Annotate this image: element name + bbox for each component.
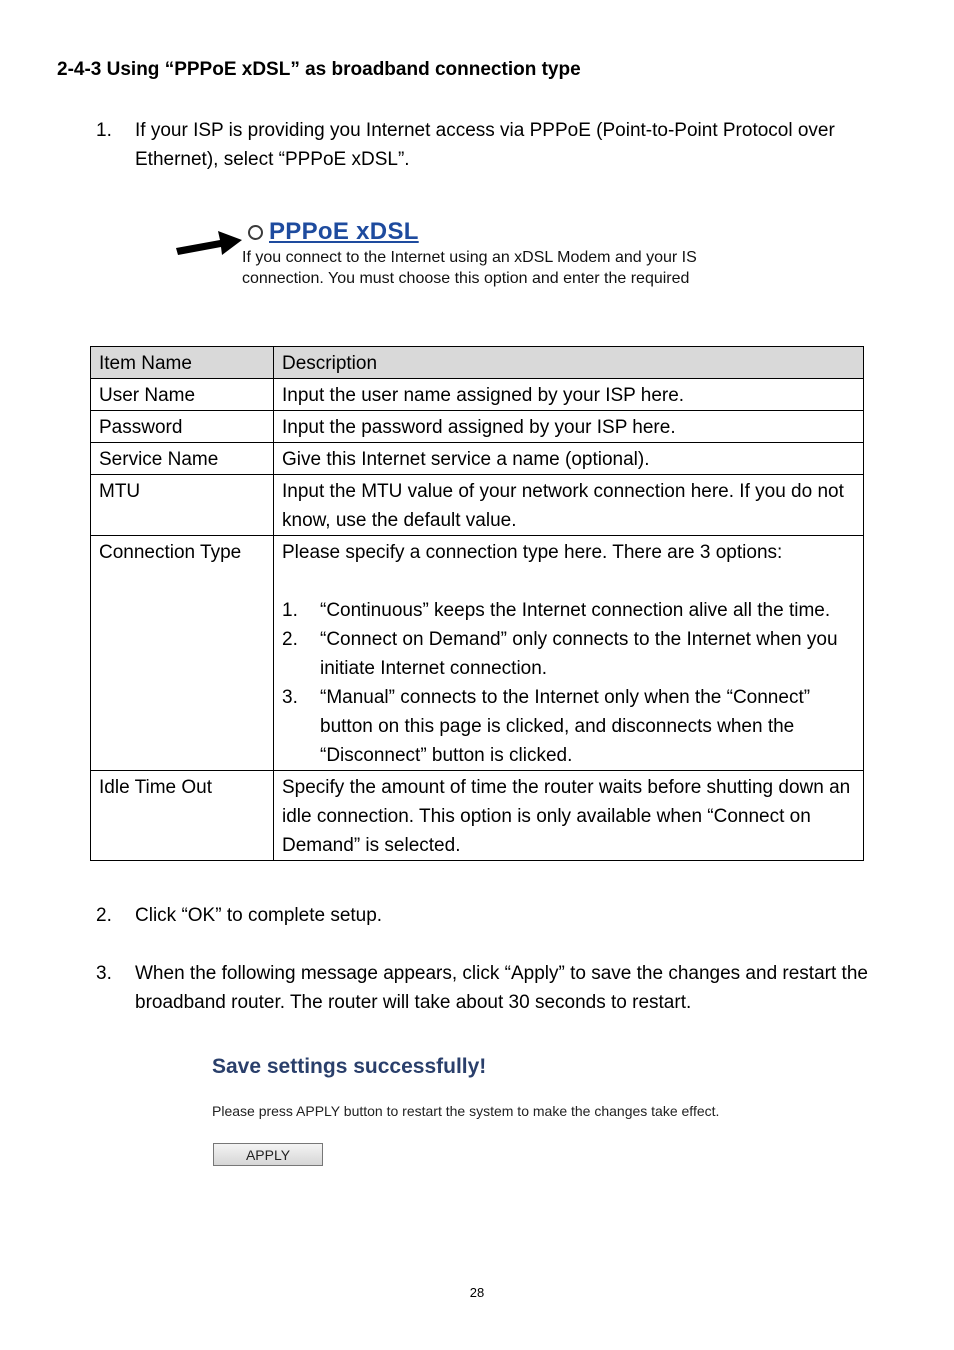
- option-text: “Connect on Demand” only connects to the Internet when you initiate Internet connection.: [320, 629, 838, 679]
- item-description: Give this Internet service a name (optional).: [274, 443, 864, 475]
- arrow-icon: [176, 228, 242, 256]
- item-description: Input the password assigned by your ISP here.: [274, 411, 864, 443]
- table-row: [91, 443, 864, 475]
- page-number: 28: [469, 1285, 485, 1300]
- save-settings-screenshot: [212, 1050, 772, 1180]
- step-number: 2.: [96, 905, 112, 926]
- list-item: [282, 625, 855, 683]
- option-description-line: If you connect to the Internet using an xDSL Modem and your IS: [242, 249, 697, 266]
- option-number: 2.: [282, 629, 298, 650]
- option-text: “Manual” connects to the Internet only when the “Connect” button on this page is clicked, and disconnects when the “Disconnect” button is clicked.: [320, 687, 811, 766]
- item-description: [274, 536, 864, 771]
- list-item: [282, 596, 855, 625]
- pppoe-option-label[interactable]: PPPoE xDSL: [269, 218, 419, 245]
- step-number: 1.: [96, 120, 112, 141]
- connection-type-intro: Please specify a connection type here. There are 3 options:: [282, 542, 783, 563]
- settings-table: [90, 346, 864, 861]
- item-description: Input the user name assigned by your ISP here.: [274, 379, 864, 411]
- item-description: Specify the amount of time the router waits before shutting down an idle connection. This option is only available when “Connect on Demand” is selected.: [274, 771, 864, 861]
- save-success-title: Save settings successfully!: [212, 1055, 487, 1078]
- item-name: Connection Type: [91, 536, 274, 771]
- item-name: Service Name: [91, 443, 274, 475]
- table-header-row: [91, 347, 864, 379]
- pppoe-option-screenshot: [172, 218, 732, 298]
- option-number: 1.: [282, 600, 298, 621]
- item-name: MTU: [91, 475, 274, 536]
- step-text: Click “OK” to complete setup.: [135, 905, 383, 926]
- step-number: 3.: [96, 963, 112, 984]
- connection-type-options: [282, 596, 855, 770]
- apply-instruction: Please press APPLY button to restart the system to make the changes take effect.: [212, 1103, 720, 1119]
- option-text: “Continuous” keeps the Internet connection alive all the time.: [320, 600, 831, 621]
- item-name: Idle Time Out: [91, 771, 274, 861]
- item-description: Input the MTU value of your network connection here. If you do not know, use the default value.: [274, 475, 864, 536]
- step-text: When the following message appears, click “Apply” to save the changes and restart the broadband router. The router will take about 30 seconds to restart.: [135, 963, 868, 1013]
- column-header: Description: [274, 347, 864, 379]
- radio-icon[interactable]: [248, 225, 263, 240]
- table-row: [91, 536, 864, 771]
- table-row: [91, 411, 864, 443]
- item-name: Password: [91, 411, 274, 443]
- table-row: [91, 475, 864, 536]
- section-heading: 2-4-3 Using “PPPoE xDSL” as broadband connection type: [57, 59, 581, 80]
- option-number: 3.: [282, 687, 298, 708]
- step-text: If your ISP is providing you Internet access via PPPoE (Point-to-Point Protocol over Ethernet), select “PPPoE xDSL”.: [135, 120, 835, 170]
- option-description-line: connection. You must choose this option and enter the required: [242, 270, 690, 287]
- item-name: User Name: [91, 379, 274, 411]
- apply-button[interactable]: APPLY: [213, 1143, 323, 1166]
- table-row: [91, 771, 864, 861]
- column-header: Item Name: [91, 347, 274, 379]
- list-item: [282, 683, 855, 770]
- table-row: [91, 379, 864, 411]
